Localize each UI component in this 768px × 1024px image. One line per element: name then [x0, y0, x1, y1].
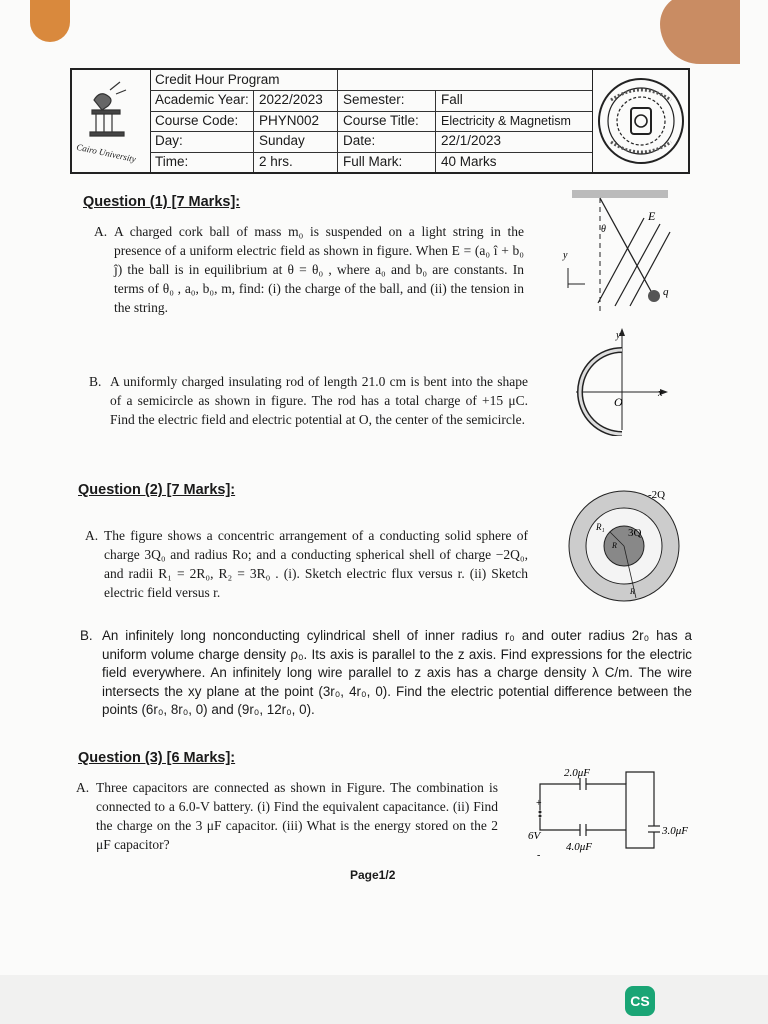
fig4-c1-label: 2.0μF	[564, 767, 590, 779]
q3-a-label: A.	[76, 780, 90, 795]
q1-a-text: A charged cork ball of mass m₀ is suspended on a light string in the presence of a uniform electric field as shown in figure. When E = (a₀ î + b₀ ĵ) the ball is in equilibrium at θ = θ₀ , where a₀ and b₀ are constants. In terms of θ₀ , a₀, b₀, m, find: (i) the charge of the ball, and (ii) the tension in the string.	[114, 224, 524, 315]
course-code-label: Course Code:	[150, 111, 254, 131]
fig4-plus: +	[536, 798, 542, 809]
header-blank	[338, 70, 592, 90]
course-code-value: PHYN002	[254, 111, 338, 131]
date-label: Date:	[338, 131, 436, 151]
fig4-minus: -	[537, 850, 541, 860]
fig1-q-label: q	[663, 286, 669, 298]
header-row-3	[150, 111, 592, 132]
faculty-seal	[592, 70, 689, 172]
header-info-grid	[150, 70, 592, 172]
course-title-value: Electricity & Magnetism	[441, 113, 571, 128]
figure-suspended-ball	[560, 188, 680, 323]
fig2-x-label: x	[658, 388, 663, 399]
fig4-battery-label: 6V	[528, 830, 541, 842]
university-name: Cairo University	[75, 141, 137, 165]
header-row-5	[150, 152, 592, 172]
figure-concentric-spheres	[566, 488, 686, 613]
fig2-y-label: y	[616, 330, 621, 341]
fig1-y-label: y	[563, 250, 568, 261]
q2-b-label: B.	[80, 628, 93, 643]
header-row-1	[150, 70, 592, 91]
fig4-c2-label: 4.0μF	[566, 841, 592, 853]
header-row-4	[150, 131, 592, 152]
full-mark-label: Full Mark:	[338, 152, 436, 172]
academic-year-value: 2022/2023	[254, 90, 338, 110]
q1-a-label: A.	[94, 224, 108, 239]
figure-capacitor-circuit	[526, 762, 706, 865]
q1-b-text: A uniformly charged insulating rod of length 21.0 cm is bent into the shape of a semicircle as shown in figure. The rod has a total charge of +15 μC. Find the electric field and electric potential at O, the center of the semicircle.	[110, 374, 528, 427]
fig3-r1: R₁	[596, 522, 605, 532]
fig3-inner-charge: 3Q	[628, 527, 642, 539]
semester-label: Semester:	[338, 90, 436, 110]
course-title-label: Course Title:	[338, 111, 436, 131]
fig1-e-label: E	[648, 209, 656, 223]
page-number: Page1/2	[350, 868, 396, 882]
university-logo	[72, 70, 151, 172]
q3-a-text: Three capacitors are connected as shown in Figure. The combination is connected to a 6.0-V battery. (i) Find the equivalent capacitance. (ii) Find the charge on the 3 μF capacitor. (iii) What is the energy stored on the 2 μF capacitor?	[96, 780, 498, 852]
date-value: 22/1/2023	[441, 133, 502, 149]
q1-b-label: B.	[89, 374, 102, 389]
question-2-heading: Question (2) [7 Marks]:	[78, 482, 236, 498]
q2-a-label: A.	[85, 528, 99, 543]
fig3-outer-charge: -2Q	[648, 489, 666, 501]
q2-a-text: The figure shows a concentric arrangement of a conducting solid sphere of charge 3Q₀ and radius Ro; and a conducting spherical shell of charge −2Q₀, and radii R₁ = 2R₀, R₂ = 3R₀ . (i). Sketch electric flux versus r. (ii) Sketch electric field versus r.	[104, 528, 528, 600]
fig3-r2: R	[630, 587, 635, 596]
day-value: Sunday	[254, 131, 338, 151]
finger-left	[30, 0, 70, 42]
fig2-o-label: O	[614, 395, 623, 409]
program-name: Credit Hour Program	[150, 70, 338, 90]
question-3-heading: Question (3) [6 Marks]:	[78, 750, 236, 766]
time-value: 2 hrs.	[254, 152, 338, 172]
fig3-r0: R	[612, 541, 617, 550]
time-label: Time:	[150, 152, 254, 172]
exam-header-table	[70, 68, 690, 174]
q2-b-text: An infinitely long nonconducting cylindrical shell of inner radius r₀ and outer radius 2r₀ has a uniform volume charge density ρ₀. Its axis is parallel to the z axis. Find expressions for the electric field everywhere. An infinitely long wire parallel to z axis has a charge density λ C/m. The wire intersects the xy plane at the point (3r₀, 4r₀, 0). Find the electric potential difference between the points (6r₀, 8r₀, 0) and (9r₀, 12r₀, 0).	[102, 628, 692, 717]
question-1-heading: Question (1) [7 Marks]:	[83, 194, 241, 210]
camscanner-logo: CS	[625, 986, 655, 1016]
day-label: Day:	[150, 131, 254, 151]
academic-year-label: Academic Year:	[150, 90, 254, 110]
fig1-theta-label: θ	[601, 224, 606, 235]
figure-semicircle-rod	[572, 326, 682, 441]
semester-value: Fall	[441, 92, 463, 108]
fig4-c3-label: 3.0μF	[662, 825, 688, 837]
header-row-2	[150, 90, 592, 111]
full-mark-value: 40 Marks	[441, 153, 497, 169]
